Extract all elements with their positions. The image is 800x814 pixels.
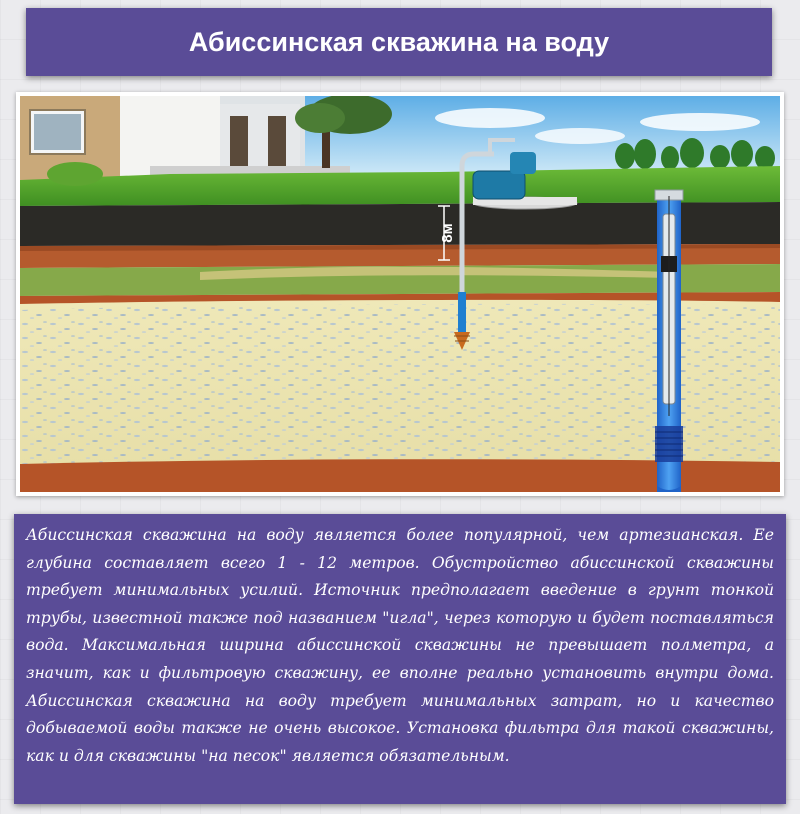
cloud: [640, 113, 760, 131]
description-text: Абиссинская скважина на воду является более популярной, чем артезианская. Ее глубина составляет всего 1 - 12 метров. Обустройство абиссинской скважины требует минимальных усилий. Источник предполагает введение в грунт тонкой трубы, известной также под названием "игла", через которую и будет поставляться вода. Максимальная ширина абиссинской скважины не превышает полметра, а значит, как и фильтровую скважину, ее вполне реально установить внутри дома. Абиссинская скважина на воду требует минимальных затрат, но и качество добываемой воды также не очень высокое. Установка фильтра для такой скважины, как и для скважины "на песок" является обязательным.: [26, 526, 774, 765]
depth-label: 8м: [439, 223, 456, 243]
title-banner: [26, 8, 772, 76]
pump-motor: [510, 152, 536, 174]
description-panel: [14, 514, 786, 804]
cloud: [535, 128, 625, 144]
bush: [47, 162, 103, 186]
page-title: Абиссинская скважина на воду: [188, 26, 610, 57]
cloud: [435, 108, 545, 128]
well-diagram: [16, 92, 784, 496]
deep-borehole: [655, 190, 683, 492]
pump-tank: [473, 171, 525, 199]
well-diagram-illustration: [20, 96, 780, 492]
